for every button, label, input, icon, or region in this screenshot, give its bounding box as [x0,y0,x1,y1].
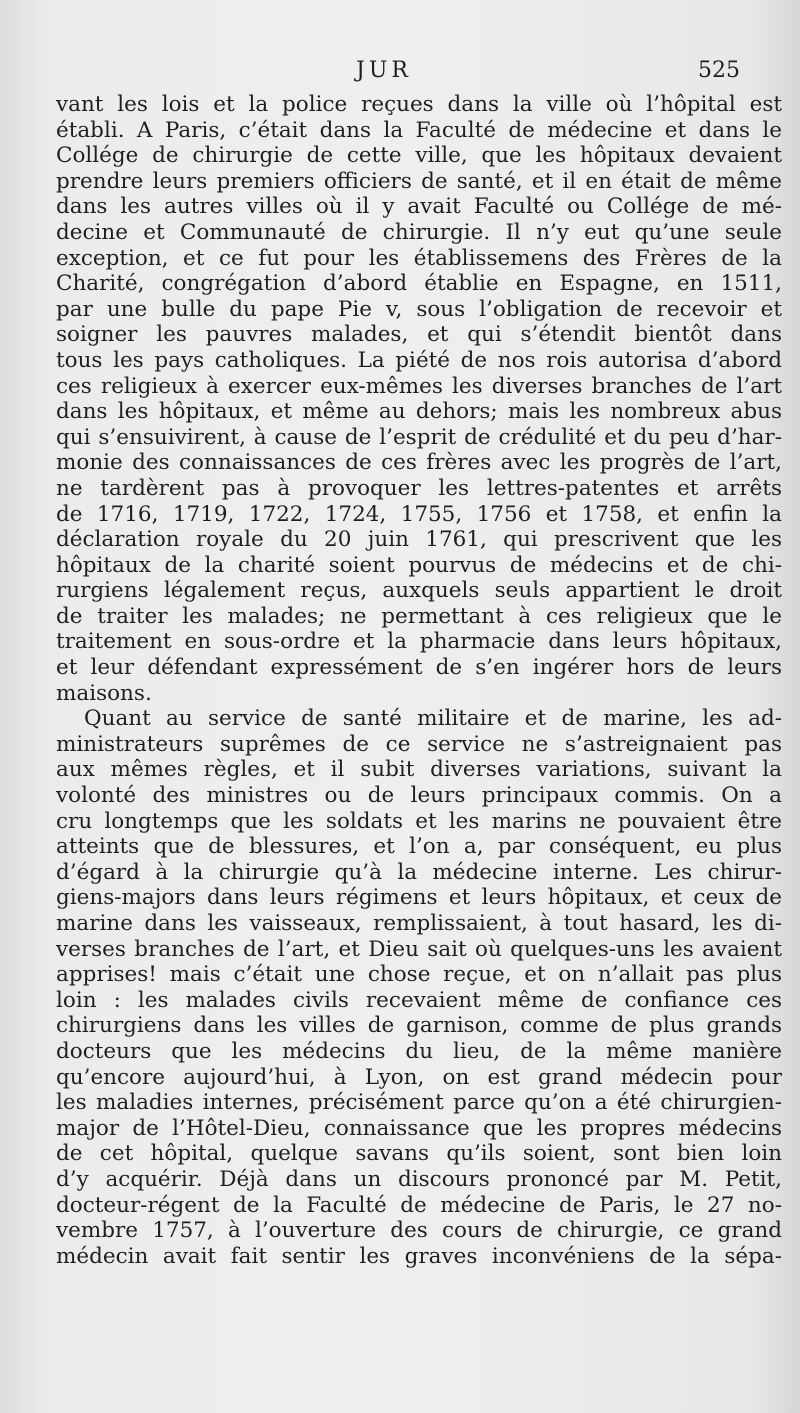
text-line: ne tardèrent pas à provoquer les lettres-patentes et arrêts [56,475,782,501]
text-line: monie des connaissances de ces frères avec les progrès de l’art, [56,450,782,476]
text-line: docteurs que les médecins du lieu, de la même manière [56,1038,782,1064]
text-line: Collége de chirurgie de cette ville, que les hôpitaux devaient [56,143,782,169]
text-line: les maladies internes, précisément parce qu’on a été chirurgien- [56,1090,782,1116]
text-line: exception, et ce fut pour les établissemens des Frères de la [56,245,782,271]
text-line: apprises! mais c’était une chose reçue, et on n’allait pas plus [56,962,782,988]
text-line: volonté des ministres ou de leurs principaux commis. On a [56,783,782,809]
text-line: aux mêmes règles, et il subit diverses variations, suivant la [56,757,782,783]
text-line: cru longtemps que les soldats et les marins ne pouvaient être [56,808,782,834]
text-line: vant les lois et la police reçues dans la ville où l’hôpital est [56,92,782,117]
body-text [56,92,782,1269]
text-line: docteur-régent de la Faculté de médecine de Paris, le 27 no- [56,1192,782,1218]
text-line: de cet hôpital, quelque savans qu’ils soient, sont bien loin [56,1141,782,1167]
text-line: médecin avait fait sentir les graves inconvéniens de la sépa- [56,1243,782,1269]
text-line: Quant au service de santé militaire et de marine, les ad- [84,706,782,732]
text-line: soigner les pauvres malades, et qui s’étendit bientôt dans [56,322,782,348]
text-line: giens-majors dans leurs régimens et leurs hôpitaux, et ceux de [56,885,782,911]
text-line: dans les autres villes où il y avait Faculté ou Collége de mé- [56,194,782,220]
text-line: par une bulle du pape Pie v, sous l’obligation de recevoir et [56,296,782,322]
text-line: tous les pays catholiques. La piété de nos rois autorisa d’abord [56,347,782,373]
text-line: de 1716, 1719, 1722, 1724, 1755, 1756 et 1758, et enfin la [56,501,782,527]
text-line: loin : les malades civils recevaient même de confiance ces [56,987,782,1013]
text-line: ministrateurs suprêmes de ce service ne s’astreignaient pas [56,731,782,757]
text-line: verses branches de l’art, et Dieu sait où quelques-uns les avaient [56,936,782,962]
text-line: établi. A Paris, c’était dans la Faculté de médecine et dans le [56,117,782,143]
text-line: marine dans les vaisseaux, remplissaient, à tout hasard, les di- [56,911,782,936]
text-line: major de l’Hôtel-Dieu, connaissance que les propres médecins [56,1115,782,1141]
text-line: dans les hôpitaux, et même au dehors; mais les nombreux abus [56,399,782,425]
text-line: vembre 1757, à l’ouverture des cours de chirurgie, ce grand [56,1218,782,1244]
text-line: chirurgiens dans les villes de garnison, comme de plus grands [56,1013,782,1039]
text-line: qui s’ensuivirent, à cause de l’esprit de crédulité et du peu d’har- [56,424,782,450]
text-line: déclaration royale du 20 juin 1761, qui prescrivent que les [56,527,782,553]
running-head: JUR [356,58,412,83]
text-line: maisons. [56,680,152,706]
page-header [54,58,740,88]
page-number: 525 [698,58,740,83]
text-line: qu’encore aujourd’hui, à Lyon, on est grand médecin pour [56,1064,782,1090]
text-line: de traiter les malades; ne permettant à ces religieux que le [56,603,782,629]
text-line: ces religieux à exercer eux-mêmes les diverses branches de l’art [56,373,782,399]
text-line: atteints que de blessures, et l’on a, par conséquent, eu plus [56,834,782,860]
text-line: hôpitaux de la charité soient pourvus de médecins et de chi- [56,552,782,578]
text-line: et leur défendant expressément de s’en ingérer hors de leurs [56,655,782,681]
text-line: traitement en sous-ordre et la pharmacie dans leurs hôpitaux, [56,629,782,655]
text-line: d’égard à la chirurgie qu’à la médecine interne. Les chirur- [56,859,782,885]
text-line: d’y acquérir. Déjà dans un discours prononcé par M. Petit, [56,1166,782,1192]
text-line: prendre leurs premiers officiers de santé, et il en était de même [56,168,782,194]
text-line: rurgiens légalement reçus, auxquels seuls appartient le droit [56,578,782,604]
text-line: decine et Communauté de chirurgie. Il n’y eut qu’une seule [56,219,782,245]
text-line: Charité, congrégation d’abord établie en Espagne, en 1511, [56,271,782,297]
